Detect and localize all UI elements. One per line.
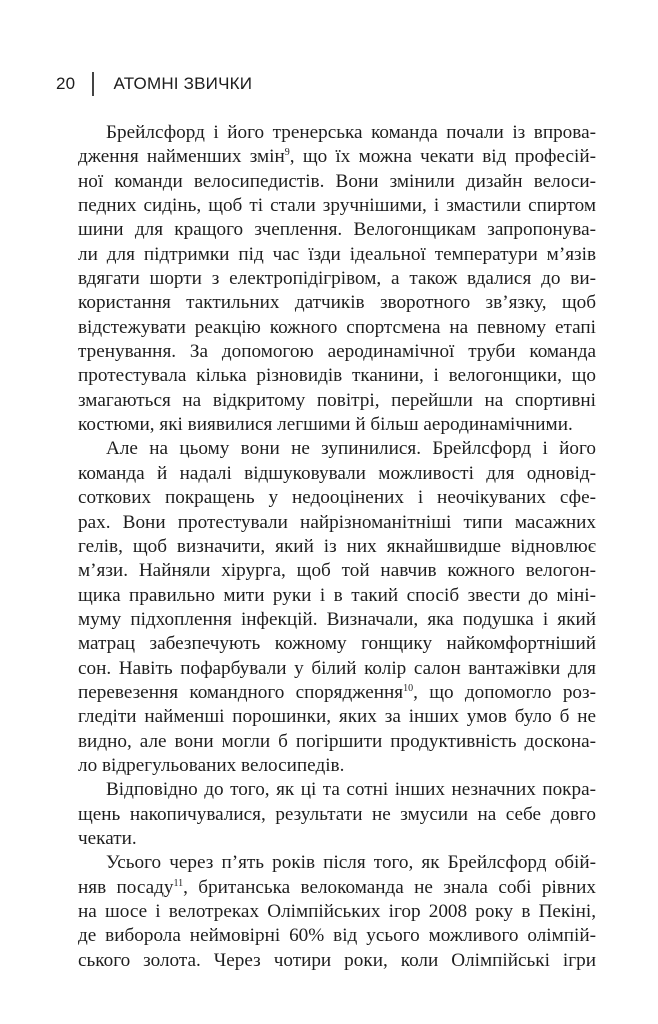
text-line: видно, але вони могли б погіршити продуктивність доскона- xyxy=(78,730,596,752)
footnote-ref[interactable]: 11 xyxy=(173,877,184,889)
paragraph xyxy=(78,437,596,778)
text-line: користання тактильних датчиків зворотного зв’язку, щоб xyxy=(78,292,596,314)
text-line: відстежувати реакцію кожного спортсмена на певному етапі xyxy=(78,316,596,338)
text-line: ли для підтримки під час їзди ідеальної температури м’язів xyxy=(78,243,596,265)
footnote-ref[interactable]: 10 xyxy=(403,682,414,694)
text-line: костюми, які виявилися легшими й більш аеродинамічними. xyxy=(78,414,573,436)
text-line: Відповідно до того, як ці та сотні інших незначних покра- xyxy=(106,779,596,801)
header-divider xyxy=(92,72,93,96)
book-title: АТОМНІ ЗВИЧКИ xyxy=(113,74,253,93)
text-line: матрац забезпечують кожному гонщику найкомфортніший xyxy=(78,633,596,655)
text-line: педних сидінь, щоб ті стали зручнішими, і змастили спиртом xyxy=(78,195,596,217)
paragraph xyxy=(78,778,596,851)
footnote-ref[interactable]: 9 xyxy=(284,147,290,159)
text-line: муму підхоплення інфекцій. Визначали, яка подушка і який xyxy=(78,608,596,630)
text-line: щень накопичувалися, результати не змусили на себе довго xyxy=(78,803,596,825)
text-line: шини для кращого зчеплення. Велогонщикам запропонува- xyxy=(78,219,596,241)
text-line: чекати. xyxy=(78,827,137,849)
text-line: вдягати шорти з електропідігрівом, а також вдалися до ви- xyxy=(78,268,596,290)
text-line: ло відрегульованих велосипедів. xyxy=(78,754,345,776)
text-line: сон. Навіть пофарбували у білий колір салон вантажівки для xyxy=(78,657,596,679)
text-line: ної команди велосипедистів. Вони змінили дизайн велоси- xyxy=(78,170,596,192)
text-line: ського золота. Через чотири роки, коли Олімпійські ігри xyxy=(78,949,596,971)
page-number: 20 xyxy=(56,74,76,93)
text-line: Брейлсфорд і його тренерська команда почали із впрова- xyxy=(106,122,596,143)
text-line: протестувала кілька різновидів тканини, і велогонщики, що xyxy=(78,365,596,387)
text-line: Але на цьому вони не зупинилися. Брейлсфорд і його xyxy=(106,438,596,460)
text-line: Усього через п’ять років після того, як Брейлсфорд обій- xyxy=(106,852,596,874)
text-line: гелів, щоб визначити, який із них якнайшвидше відновлює xyxy=(78,535,596,557)
paragraph xyxy=(78,851,596,973)
text-line: перевезення командного спорядження$^{10}$, що допомогло роз- xyxy=(78,681,596,703)
text-line: м’язи. Найняли хірурга, щоб той навчив кожного велогон- xyxy=(78,560,596,582)
text-line: няв посаду$^{11}$, британська велокоманда не знала собі рівних xyxy=(78,876,596,898)
text-line: соткових покращень у недооцінених і неочікуваних сфе- xyxy=(78,487,596,509)
text-line: команда й надалі відшуковували можливості для одновід- xyxy=(78,462,596,484)
text-line: змагаються на відкритому повітрі, перейшли на спортивні xyxy=(78,389,596,411)
text-line: рах. Вони протестували найрізноманітніші типи масажних xyxy=(78,511,596,533)
text-line: гледіти найменші порошинки, яких за інших умов було б не xyxy=(78,706,596,728)
text-line: на шосе і велотреках Олімпійських ігор 2008 року в Пекіні, xyxy=(78,901,596,922)
running-header xyxy=(56,70,252,98)
text-line: щика правильно мити руки і в такий спосіб звести до міні- xyxy=(78,584,596,606)
text-line: дження найменших змін$^9$, що їх можна чекати від професій- xyxy=(78,146,596,168)
paragraph xyxy=(78,121,596,437)
text-line: тренування. За допомогою аеродинамічної труби команда xyxy=(78,341,596,363)
body-text xyxy=(78,121,596,973)
text-line: де виборола неймовірні 60% від усього можливого олімпій- xyxy=(78,925,596,947)
